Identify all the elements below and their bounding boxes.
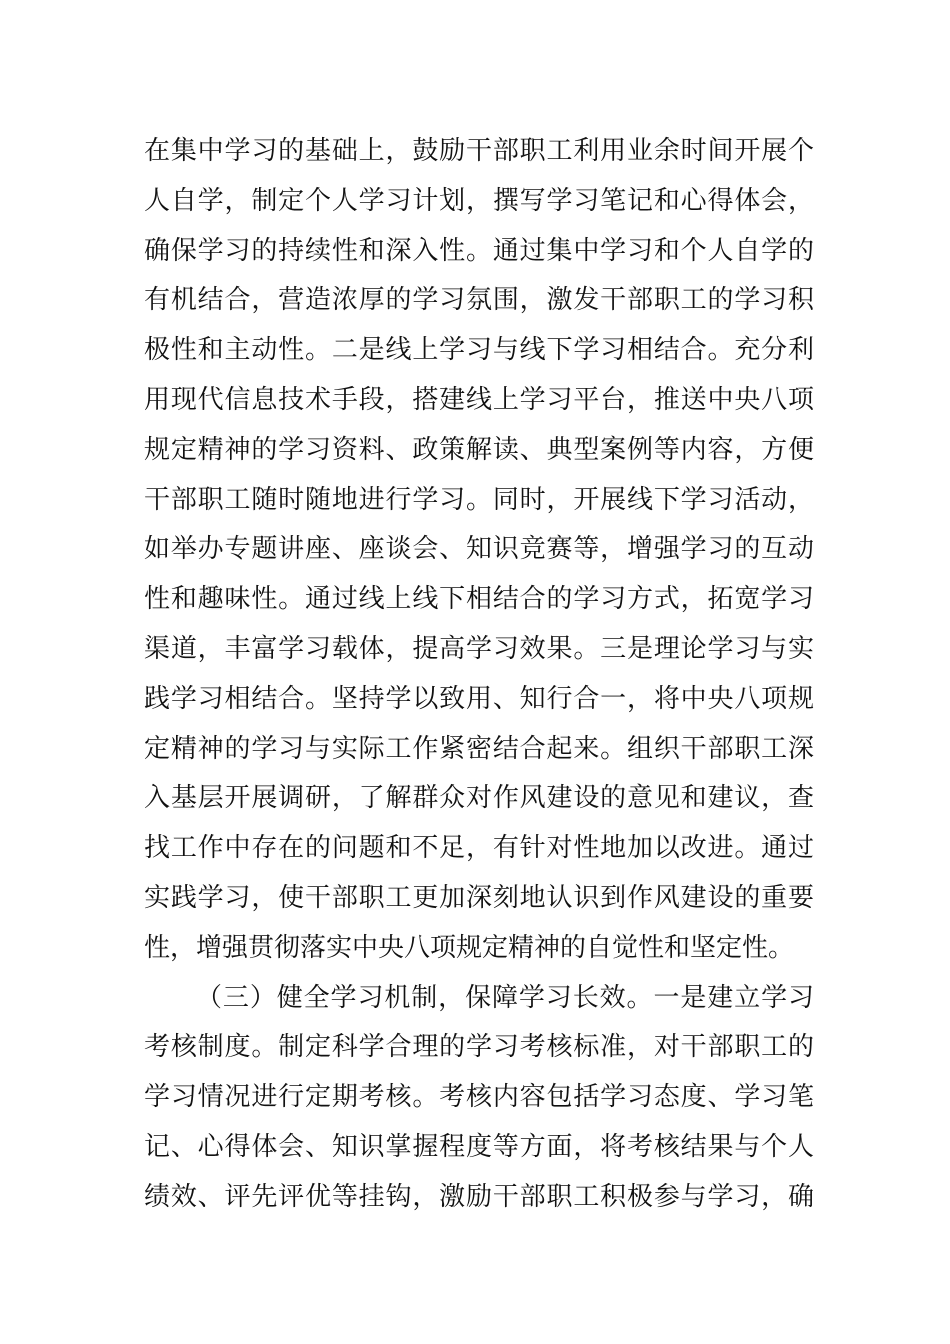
text-line: 渠道，丰富学习载体，提高学习效果。三是理论学习与实 [144, 633, 814, 664]
text-line: 找工作中存在的问题和不足，有针对性地加以改进。通过 [144, 833, 814, 864]
text-line: 记、心得体会、知识掌握程度等方面，将考核结果与个人 [144, 1131, 814, 1162]
section-heading-line: （三）健全学习机制，保障学习长效。一是建立学习 [196, 982, 814, 1013]
text-line: 确保学习的持续性和深入性。通过集中学习和个人自学的 [144, 235, 814, 266]
body-text [144, 127, 814, 1223]
text-line: 用现代信息技术手段，搭建线上学习平台，推送中央八项 [144, 384, 814, 415]
text-line: 实践学习，使干部职工更加深刻地认识到作风建设的重要 [144, 882, 814, 913]
text-line: 性和趣味性。通过线上线下相结合的学习方式，拓宽学习 [144, 584, 814, 615]
text-line: 人自学，制定个人学习计划，撰写学习笔记和心得体会， [144, 185, 814, 216]
text-line: 考核制度。制定科学合理的学习考核标准，对干部职工的 [144, 1032, 814, 1063]
text-line: 干部职工随时随地进行学习。同时，开展线下学习活动， [144, 484, 814, 515]
text-line: 绩效、评先评优等挂钩，激励干部职工积极参与学习，确 [144, 1181, 814, 1212]
paragraph-last-line: 性，增强贯彻落实中央八项规定精神的自觉性和坚定性。 [144, 932, 795, 963]
text-line: 规定精神的学习资料、政策解读、典型案例等内容，方便 [144, 434, 814, 465]
text-line: 有机结合，营造浓厚的学习氛围，激发干部职工的学习积 [144, 285, 814, 316]
text-line: 践学习相结合。坚持学以致用、知行合一，将中央八项规 [144, 683, 814, 714]
text-line: 如举办专题讲座、座谈会、知识竞赛等，增强学习的互动 [144, 534, 814, 565]
text-line: 入基层开展调研，了解群众对作风建设的意见和建议，查 [144, 783, 814, 814]
text-line: 定精神的学习与实际工作紧密结合起来。组织干部职工深 [144, 733, 814, 764]
text-line: 在集中学习的基础上，鼓励干部职工利用业余时间开展个 [144, 136, 814, 166]
text-line: 极性和主动性。二是线上学习与线下学习相结合。充分利 [144, 335, 814, 366]
text-line: 学习情况进行定期考核。考核内容包括学习态度、学习笔 [144, 1082, 814, 1113]
